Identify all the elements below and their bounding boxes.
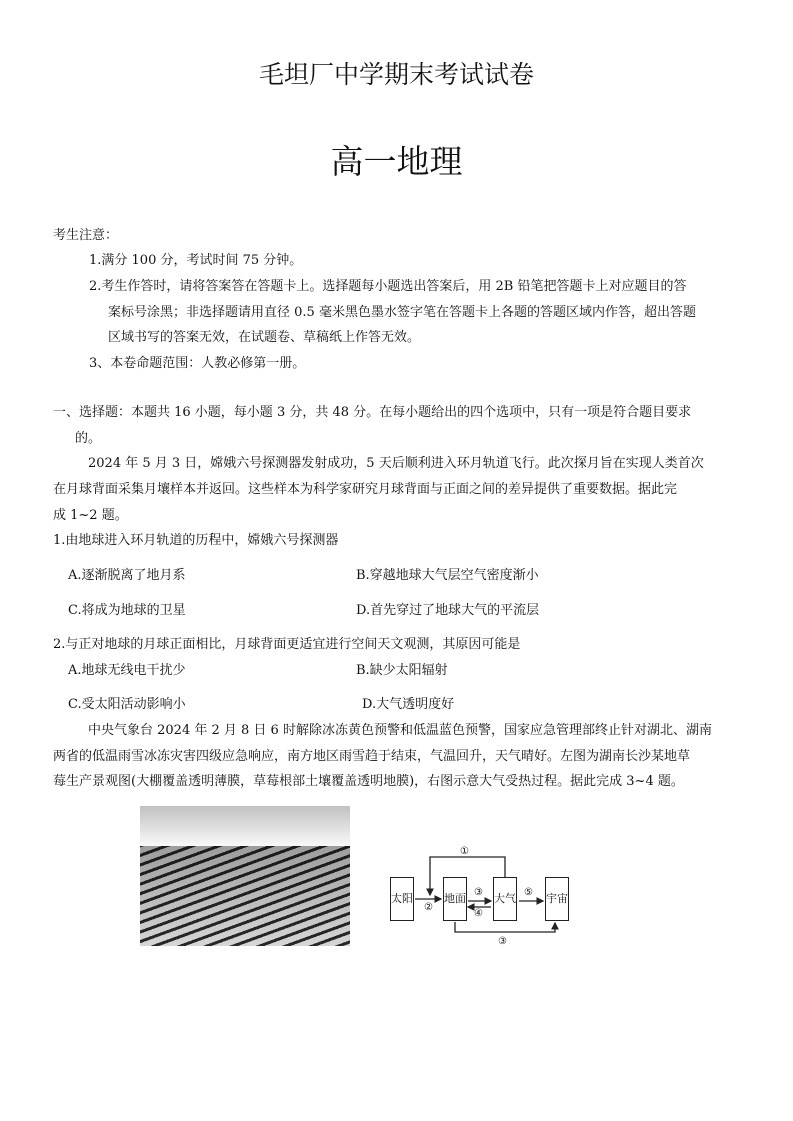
space-box: 宇宙 [545, 877, 569, 921]
passage-line: 在月球背面采集月壤样本并返回。这些样本为科学家研究月球背面与正面之间的差异提供了重要数据。据此完 [53, 482, 678, 497]
atmosphere-box: 大气 [493, 877, 517, 921]
question-stem: 2.与正对地球的月球正面相比，月球背面更适宜进行空间天文观测，其原因可能是 [53, 637, 521, 652]
section-heading: 的。 [75, 431, 102, 446]
label-1: ① [460, 846, 469, 857]
option-b: B.缺少太阳辐射 [356, 663, 448, 678]
label-3a: ③ [474, 887, 483, 898]
question-stem: 1.由地球进入环月轨道的历程中，嫦娥六号探测器 [53, 533, 339, 548]
label-3b: ③ [498, 936, 507, 947]
label-2: ② [424, 902, 433, 913]
sun-box: 太阳 [390, 877, 414, 921]
passage-line: 成 1~2 题。 [53, 508, 128, 523]
option-c: C.将成为地球的卫星 [68, 603, 186, 618]
option-c: C.受太阳活动影响小 [68, 697, 186, 712]
option-a: A.地球无线电干扰少 [68, 663, 186, 678]
notice-item: 案标号涂黑；非选择题请用直径 0.5 毫米黑色墨水签字笔在答题卡上各题的答题区域内作答，超出答题 [108, 305, 696, 320]
option-d: D.大气透明度好 [362, 697, 455, 712]
notice-heading: 考生注意： [53, 228, 119, 243]
notice-item: 1.满分 100 分，考试时间 75 分钟。 [89, 253, 303, 268]
strawberry-greenhouse-photo [140, 806, 350, 946]
option-b: B.穿越地球大气层空气密度渐小 [356, 568, 539, 583]
option-a: A.逐渐脱离了地月系 [68, 568, 186, 583]
subject-title: 高一地理 [330, 142, 463, 181]
label-4: ④ [474, 908, 483, 919]
passage-line: 两省的低温雨雪冰冻灾害四级应急响应，南方地区雨雪趋于结束，气温回升，天气晴好。左图为湖南长沙某地草 [53, 749, 691, 764]
passage-line: 中央气象台 2024 年 2 月 8 日 6 时解除冰冻黄色预警和低温蓝色预警，国家应急管理部终止针对湖北、湖南 [88, 723, 712, 738]
school-title: 毛坦厂中学期末考试试卷 [258, 60, 534, 89]
section-heading: 一、选择题：本题共 16 小题，每小题 3 分，共 48 分。在每小题给出的四个选项中，只有一项是符合题目要求 [53, 405, 692, 420]
passage-line: 莓生产景观图(大棚覆盖透明薄膜，草莓根部土壤覆盖透明地膜)，右图示意大气受热过程。据此完成 3~4 题。 [53, 774, 684, 789]
notice-item: 2.考生作答时，请将答案答在答题卡上。选择题每小题选出答案后，用 2B 铅笔把答题卡上对应题目的答 [89, 279, 687, 294]
notice-item: 3、本卷命题范围：人教必修第一册。 [89, 356, 306, 371]
notice-item: 区域书写的答案无效，在试题卷、草稿纸上作答无效。 [108, 330, 421, 345]
label-5: ⑤ [524, 887, 533, 898]
option-d: D.首先穿过了地球大气的平流层 [356, 603, 540, 618]
passage-line: 2024 年 5 月 3 日，嫦娥六号探测器发射成功，5 天后顺利进入环月轨道飞行。此次探月旨在实现人类首次 [88, 456, 704, 471]
ground-box: 地面 [443, 877, 467, 921]
